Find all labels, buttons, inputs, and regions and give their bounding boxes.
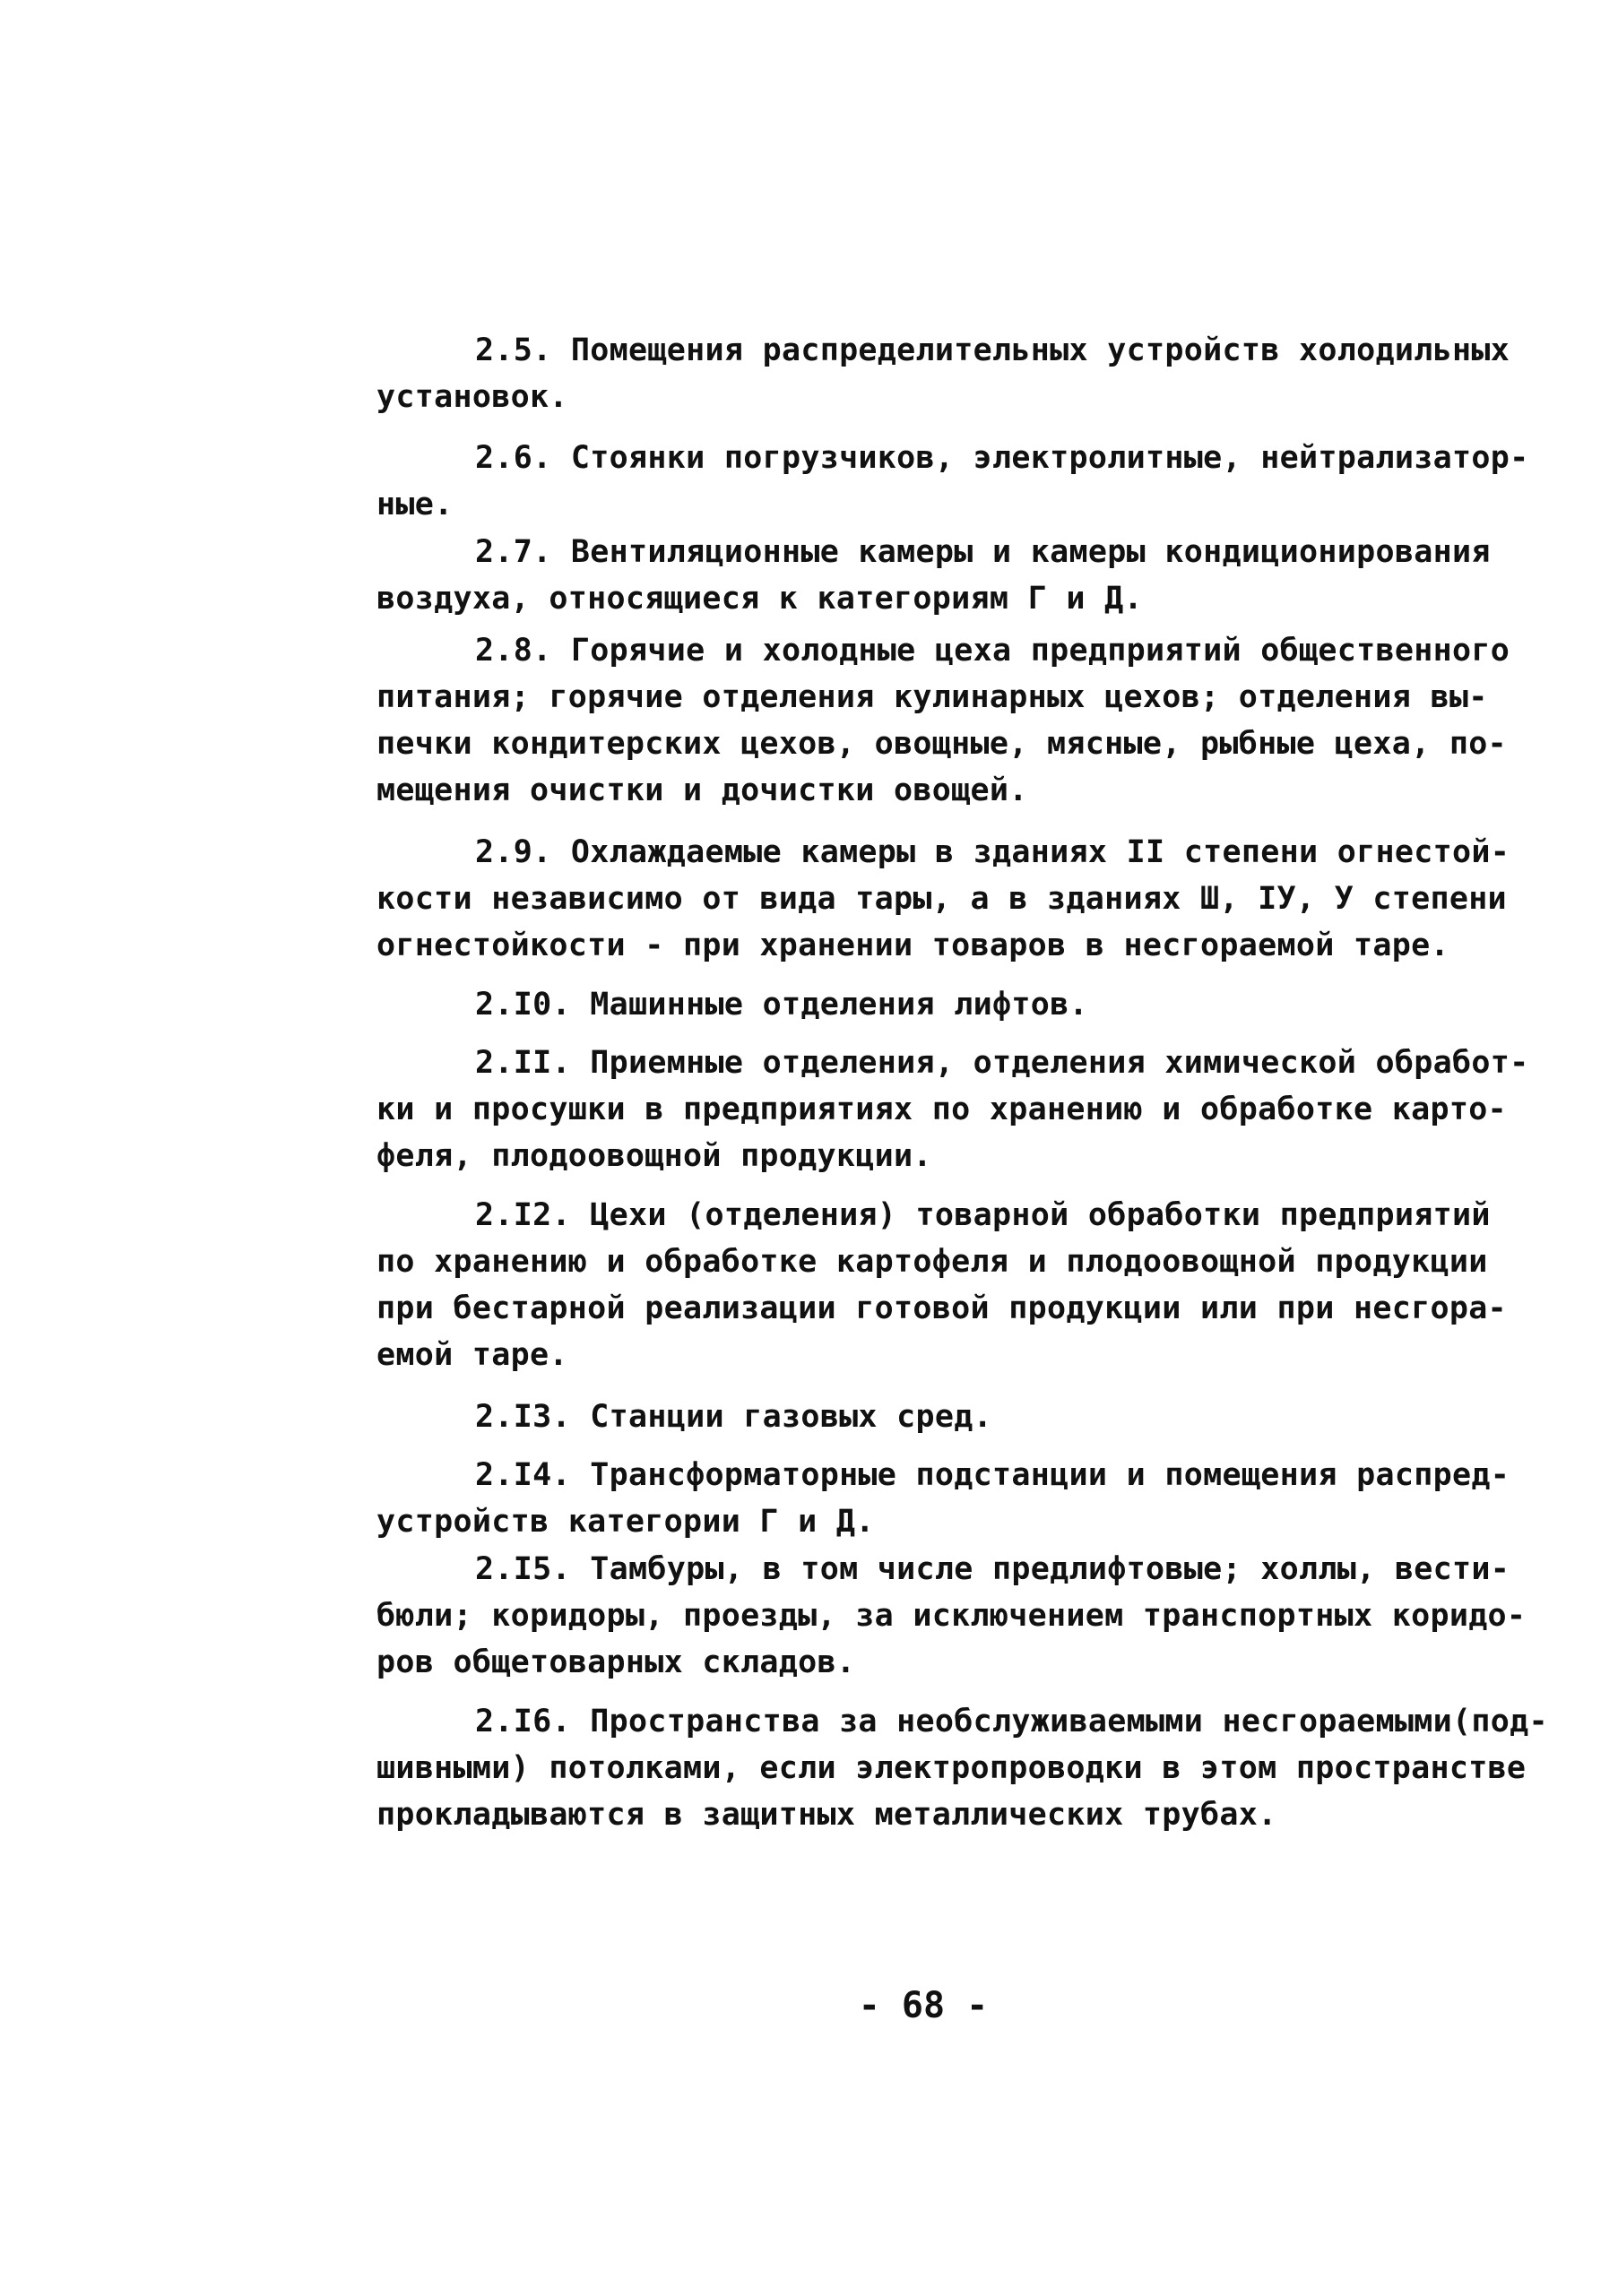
paragraph-line: 2.8. Горячие и холодные цеха предприятий общественного xyxy=(475,633,1510,669)
paragraph xyxy=(376,1040,1529,1179)
paragraph xyxy=(376,1452,1510,1545)
paragraph-line: устройств категории Г и Д. xyxy=(376,1504,875,1540)
paragraph-line: мещения очистки и дочистки овощей. xyxy=(376,773,1028,808)
paragraph xyxy=(376,627,1510,814)
paragraph-line: 2.I0. Машинные отделения лифтов. xyxy=(475,987,1088,1023)
paragraph xyxy=(376,327,1510,420)
paragraph-line: 2.7. Вентиляционные камеры и камеры кондиционирования xyxy=(475,534,1491,570)
paragraph-line: кости независимо от вида тары, а в зданиях Ш, IУ, У степени xyxy=(376,881,1507,917)
paragraph-line: прокладываются в защитных металлических трубах. xyxy=(376,1797,1277,1833)
paragraph-line: 2.I2. Цехи (отделения) товарной обработки предприятий xyxy=(475,1197,1491,1233)
paragraph xyxy=(376,1546,1527,1686)
paragraph-line: печки кондитерских цехов, овощные, мясные, рыбные цеха, по- xyxy=(376,726,1507,762)
paragraph-line: 2.I3. Станции газовых сред. xyxy=(475,1399,993,1435)
paragraph-line: ки и просушки в предприятиях по хранению и обработке карто- xyxy=(376,1092,1507,1127)
paragraph-line: емой таре. xyxy=(376,1337,568,1373)
paragraph xyxy=(376,829,1510,969)
paragraph xyxy=(376,981,1479,1028)
paragraph-line: 2.5. Помещения распределительных устройств холодильных xyxy=(475,332,1510,368)
paragraph xyxy=(376,435,1529,528)
paragraph xyxy=(376,1394,1479,1440)
paragraph-line: 2.6. Стоянки погрузчиков, электролитные, нейтрализатор- xyxy=(475,440,1529,476)
paragraph-line: 2.II. Приемные отделения, отделения химической обработ- xyxy=(475,1045,1529,1081)
paragraph-line: феля, плодоовощной продукции. xyxy=(376,1138,932,1174)
paragraph-line: 2.9. Охлаждаемые камеры в зданиях II степени огнестой- xyxy=(475,834,1510,870)
paragraph-line: воздуха, относящиеся к категориям Г и Д. xyxy=(376,581,1143,617)
paragraph-line: бюли; коридоры, проезды, за исключением транспортных коридо- xyxy=(376,1598,1527,1634)
paragraph-line: установок. xyxy=(376,379,568,415)
paragraph-line: огнестойкости - при хранении товаров в несгораемой таре. xyxy=(376,928,1449,963)
paragraph xyxy=(376,1698,1548,1838)
paragraph xyxy=(376,1192,1507,1378)
paragraph-line: 2.I4. Трансформаторные подстанции и помещения распред- xyxy=(475,1457,1510,1493)
paragraph-line: 2.I6. Пространства за необслуживаемыми несгораемыми(под- xyxy=(475,1704,1548,1739)
paragraph-line: по хранению и обработке картофеля и плодоовощной продукции xyxy=(376,1244,1488,1280)
paragraph-line: 2.I5. Тамбуры, в том числе предлифтовые; холлы, вести- xyxy=(475,1551,1510,1587)
paragraph-line: при бестарной реализации готовой продукции или при несгора- xyxy=(376,1290,1507,1326)
paragraph-line: шивными) потолками, если электропроводки в этом пространстве xyxy=(376,1750,1527,1786)
paragraph-line: ные. xyxy=(376,487,454,522)
paragraph-line: ров общетоварных складов. xyxy=(376,1644,856,1680)
paragraph xyxy=(376,529,1491,622)
page-number: - 68 - xyxy=(858,1985,989,2026)
paragraph-line: питания; горячие отделения кулинарных цехов; отделения вы- xyxy=(376,679,1488,715)
